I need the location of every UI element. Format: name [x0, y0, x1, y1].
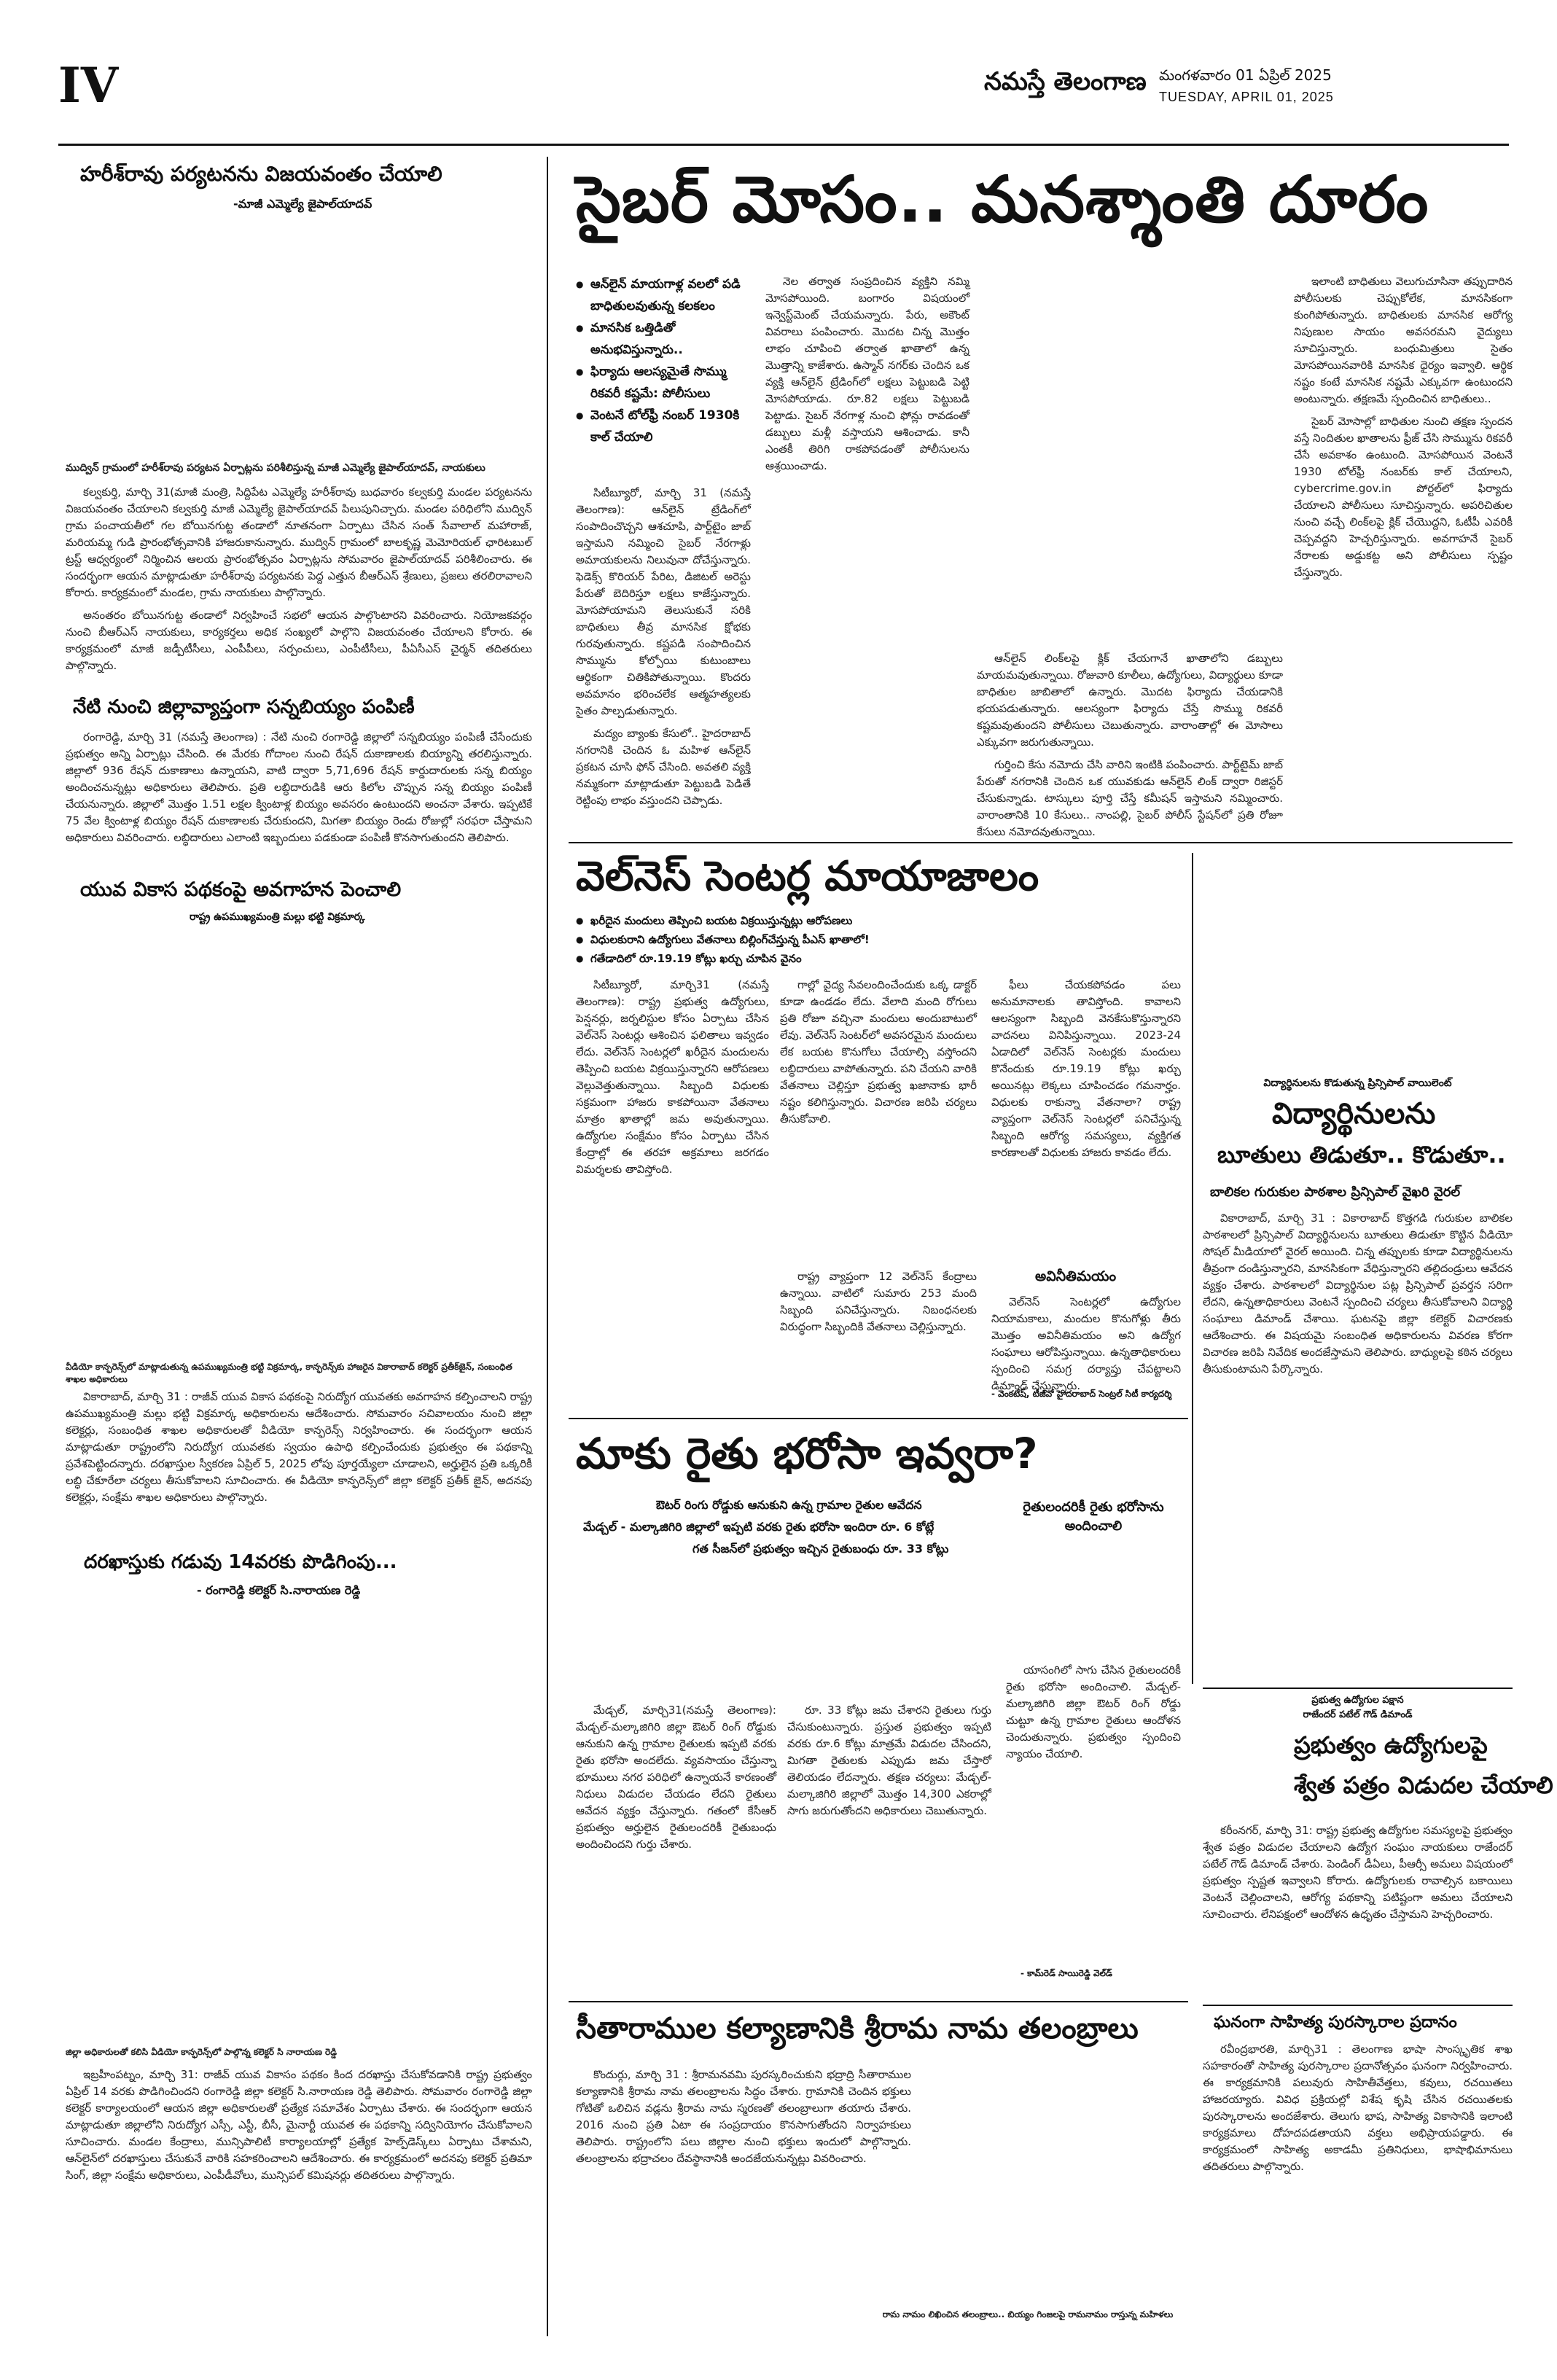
headline-sahitya: ఘనంగా సాహిత్య పురస్కారాల ప్రదానం: [1214, 2013, 1457, 2032]
section-divider: [1203, 1688, 1513, 1689]
bullet-item: ● ఆన్‌లైన్ మాయగాళ్ల వలలో పడి బాధితులవుతున్న కలకలం: [576, 273, 747, 317]
headline-farmers: మాకు రైతు భరోసా ఇవ్వరా?: [576, 1429, 1038, 1478]
paragraph: వికారాబాద్, మార్చి 31 : రాజీవ్ యువ వికాస పథకంపై నిరుద్యోగ యువతకు అవగాహన కల్పించాలని రాష్ట్ర ఉపముఖ్యమంత్రి మల్లు భట్టి విక్రమార్క అధికారులను ఆదేశించారు. సోమవారం సచివాలయం నుంచి జిల్లా కలెక్టర్లు, సంబంధిత శాఖల అధికారులతో వీడియో కాన్ఫరెన్స్ నిర్వహించారు. ఈ సందర్భంగా ఆయన మాట్లాడుతూ రాష్ట్రంలోని నిరుద్యోగ యువతకు స్వయం ఉపాధి కల్పించేందుకు ప్రభుత్వం ఈ పథకాన్ని ప్రవేశపెట్టిందన్నారు. దరఖాస్తుల స్వీకరణ ఏప్రిల్ 5, 2025 లోపు పూర్తయ్యేలా చూడాలని, అర్హులైన ప్రతి ఒక్కరికీ లబ్ధి చేకూరేలా చర్యలు తీసుకోవాలని సూచించారు. ఈ వీడియో కాన్ఫరెన్స్‌లో జిల్లా కలెక్టర్ ప్రతీక్ జైన్, అదనపు కలెక్టర్లు, సంక్షేమ శాఖల అధికారులు పాల్గొన్నారు.: [66, 1390, 532, 1504]
headline-sita: సీతారాముల కల్యాణానికి శ్రీరామ నామ తలంబ్రాలు: [576, 2012, 1139, 2045]
page-number: IV: [58, 57, 119, 114]
paragraph: సిటీబ్యూరో, మార్చి31 (నమస్తే తెలంగాణ): రాష్ట్ర ప్రభుత్వ ఉద్యోగులు, పెన్షనర్లు, జర్నలిస్టుల కోసం ఏర్పాటు చేసిన వెల్‌నెస్ సెంటర్లు ఆశించిన ఫలితాలు ఇవ్వడం లేదు. వెల్‌నెస్ సెంటర్లలో ఖరీదైన మందులను తెప్పించి బయట విక్రయిస్తున్నారని ఆరోపణలు వెల్లువెత్తుతున్నాయి. సిబ్బంది విధులకు సక్రమంగా హాజరు కాకపోయినా వేతనాలు మాత్రం ఖాతాల్లో జమ అవుతున్నాయి. ఉద్యోగుల సంక్షేమం కోసం ఏర్పాటు చేసిన కేంద్రాల్లో ఈ తరహా అక్రమాలు జరగడం విమర్శలకు తావిస్తోంది.: [576, 978, 769, 1176]
body-rice: [66, 729, 532, 875]
headline-students-1: విద్యార్థినులను: [1272, 1097, 1436, 1131]
paragraph: సిటీబ్యూరో, మార్చి 31 (నమస్తే తెలంగాణ): ఆన్‌లైన్ ట్రేడింగ్‌లో సంపాదించొచ్చని ఆశచూపి, పార్ట్‌టైం జాబ్ ఇస్తామని నమ్మించి సైబర్ నేరగాళ్లు అమాయకులను నిలువునా దోచేస్తున్నారు. ఫెడెక్స్ కొరియర్ పేరిట, డిజిటల్ అరెస్టు పేరుతో బెదిరిస్తూ లక్షలు కాజేస్తున్నారు. మోసపోయామని తెలుసుకునే సరికి బాధితులు తీవ్ర మానసిక క్షోభకు గురవుతున్నారు. కష్టపడి సంపాదించిన సొమ్మును కోల్పోయి కుటుంబాలు ఆర్థికంగా చితికిపోతున్నాయి. కొందరు అవమానం భరించలేక ఆత్మహత్యలకు సైతం పాల్పడుతున్నారు.: [576, 486, 751, 717]
section-divider: [569, 2001, 1188, 2002]
deck-farmers-3: గత సీజన్‌లో ప్రభుత్వం ఇచ్చిన రైతుబంధు రూ. 33 కోట్లు: [692, 1542, 949, 1556]
body-sita: [576, 2067, 911, 2329]
paragraph: ఫీలు చేయకపోవడం పలు అనుమానాలకు తావిస్తోంది. కావాలని ఆలస్యంగా సిబ్బంది వెనకేసుకొస్తున్నారని వాదనలు వినిపిస్తున్నాయి. 2023-24 ఏడాదిలో వెల్‌నెస్ సెంటర్లకు మందులు కొనేందుకు రూ.19.19 కోట్లు ఖర్చు అయినట్లు లెక్కలు చూపించడం గమనార్హం. విధులకు రాకున్నా వేతనాలా? రాష్ట్ర వ్యాప్తంగా వెల్‌నెస్ సెంటర్లలో పనిచేస్తున్న సిబ్బంది ఆరోగ్య సమస్యలు, వ్యక్తిగత కారణాలతో విధులకు హాజరు కావడం లేదు.: [991, 978, 1181, 1159]
caption-sita: రామ నామం లిఖించిన తలంబ్రాలు.. బియ్యం గింజలపై రామనామం రాస్తున్న మహిళలు: [882, 2309, 1174, 2319]
byline-yuva: రాష్ట్ర ఉపముఖ్యమంత్రి మల్లు భట్టి విక్రమార్క: [190, 911, 365, 923]
bullets-wellness: [576, 911, 1181, 968]
body-cyber-col3: [977, 650, 1283, 836]
body-wellness-col2: [780, 977, 977, 1261]
photo-farmers: [576, 1564, 991, 1695]
paragraph: కల్వకుర్తి, మార్చి 31(మాజీ మంత్రి, సిద్దిపేట ఎమ్మెల్యే హరీశ్‌రావు బుధవారం కల్వకుర్తి మండల పర్యటనను విజయవంతం చేయాలని కల్వకుర్తి మాజీ ఎమ్మెల్యే జైపాల్‌యాదవ్ పిలుపునిచ్చారు. మండల పరిధిలోని ముద్విన్ గ్రామ పంచాయతీలో గల బోయినగుట్ట తండాలో నూతనంగా ఏర్పాటు చేసిన సంత్ సేవాలాల్ మహారాజ్, మరియమ్మ గుడి ప్రారంభోత్సవానికి హాజరుకానున్నారు. ముద్విన్ గ్రామంలో బాలకృష్ణ మెమోరియల్ ఛారిటబుల్ ట్రస్ట్ ఆధ్వర్యంలో నిర్మించిన ఆలయ ప్రారంభోత్సవం ఏర్పాట్లను సోమవారం జైపాల్‌యాదవ్ పరిశీలించారు. ఈ సందర్భంగా ఆయన మాట్లాడుతూ హరీశ్‌రావు పర్యటనకు పెద్ద ఎత్తున బీఆర్‌ఎస్ శ్రేణులు, ప్రజలు తరలిరావాలని కోరారు. కార్యక్రమంలో మండల, గ్రామ నాయకులు పాల్గొన్నారు.: [66, 485, 532, 599]
headline-students-2: బూతులు తిడుతూ.. కొడుతూ..: [1217, 1141, 1506, 1168]
paragraph: రూ. 33 కోట్లు జమ చేశారని రైతులు గుర్తు చేసుకుంటున్నారు. ప్రస్తుత ప్రభుత్వం ఇప్పటి వరకు రూ.6 కోట్లు మాత్రమే విడుదల చేసిందని, మిగతా రైతులకు ఎప్పుడు జమ చేస్తారో తెలియడం లేదన్నారు. తక్షణ చర్యలు: మేడ్చల్-మల్కాజిగిరి జిల్లాలో మొత్తం 14,300 ఎకరాల్లో సాగు జరుగుతోందని అధికారులు చెబుతున్నారు.: [787, 1704, 991, 1817]
paragraph: యాసంగిలో సాగు చేసిన రైతులందరికీ రైతు భరోసా అందించాలి. మేడ్చల్-మల్కాజిగిరి జిల్లా ఔటర్ రింగ్ రోడ్డు చుట్టూ ఉన్న గ్రామాల రైతులు ఆందోళన చెందుతున్నారు. ప్రభుత్వం స్పందించి న్యాయం చేయాలి.: [1006, 1663, 1181, 1760]
body-wellness-col1: [576, 977, 769, 1411]
section-divider: [569, 1418, 1188, 1419]
byline-farmers: - కామ్‌రెడ్ సాయిరెడ్డి వెల్‌డ్: [1021, 1968, 1112, 1978]
paragraph: నెల తర్వాత సంప్రదించిన వ్యక్తిని నమ్మి మోసపోయింది. బంగారం విషయంలో ఇన్వెస్ట్‌మెంట్ చేయమన్నారు. పేరు, అకౌంట్ వివరాలు పంపించారు. మొదట చిన్న మొత్తం లాభం చూపించి తర్వాత ఖాతాలో ఉన్న మొత్తాన్ని కాజేశారు. ఉస్మాన్ నగర్‌కు చెందిన ఒక వ్యక్తి ఆన్‌లైన్ ట్రేడింగ్‌లో లక్షలు పెట్టుబడి పెట్టి మోసపోయాడు. రూ.82 లక్షలు పెట్టుబడి పెట్టాడు. సైబర్ నేరగాళ్ల నుంచి ఫోన్లు రావడంతో డబ్బులు మళ్లీ వస్తాయని ఆశించాడు. కానీ ఎంతకీ తిరిగి రాకపోవడంతో పోలీసులను ఆశ్రయించాడు.: [765, 275, 969, 472]
page-header: [58, 51, 1509, 146]
body-employees: [1203, 1822, 1513, 1997]
column-divider: [1192, 853, 1193, 1684]
bullet-item: ● ఖరీదైన మందులు తెప్పించి బయట విక్రయిస్తున్నట్లు ఆరోపణలు: [576, 911, 1181, 930]
body-wellness-col3: [991, 977, 1181, 1261]
photo-leader-portrait: [1206, 1728, 1287, 1815]
byline-harish: -మాజీ ఎమ్మెల్యే జైపాల్‌యాదవ్: [233, 197, 372, 211]
body-cyber-col2: [765, 273, 969, 835]
subhead-corruption: అవినీతిమయం: [1035, 1268, 1117, 1284]
kicker-employees-2: రాజేందర్ పటేల్ గౌడ్ డిమాండ్: [1303, 1709, 1413, 1720]
bullet-item: ● గతేడాదిలో రూ.19.19 కోట్లు ఖర్చు చూపిన వైనం: [576, 949, 1181, 968]
paragraph: సైబర్ మోసాల్లో బాధితుల నుంచి తక్షణ స్పందన వస్తే నిందితుల ఖాతాలను ఫ్రీజ్ చేసి సొమ్మును రికవరీ చేసే అవకాశం ఉంటుంది. మోసపోయిన వెంటనే 1930 టోల్‌ఫ్రీ నంబర్‌కు కాల్ చేయాలని, cybercrime.gov.in పోర్టల్‌లో ఫిర్యాదు చేయాలని పోలీసులు సూచిస్తున్నారు. అపరిచితుల నుంచి వచ్చే లింక్‌లపై క్లిక్ చేయొద్దని, ఓటీపీ ఎవరికీ చెప్పవద్దని హెచ్చరిస్తున్నారు. అవగాహనే సైబర్ నేరాలకు అడ్డుకట్ట అని పోలీసులు స్పష్టం చేస్తున్నారు.: [1294, 415, 1513, 579]
paragraph: గుర్తించి కేసు నమోదు చేసి వారిని ఇంటికి పంపించారు. పార్ట్‌టైమ్ జాబ్ పేరుతో నగరానికి చెందిన ఒక యువకుడు ఆన్‌లైన్ లింక్ ద్వారా రిజిస్టర్ చేసుకున్నాడు. టాస్కులు పూర్తి చేస్తే కమీషన్ ఇస్తామని నమ్మించారు. వారాంతానికి 10 కేసులు.. నాంపల్లి, సైబర్ పోలీస్ స్టేషన్‌లో ప్రతి రోజూ కేసులు నమోదవుతున్నాయి.: [977, 758, 1283, 838]
headline-yuva: యువ వికాస పథకంపై అవగాహన పెంచాలి: [80, 878, 402, 901]
headline-employees-2: శ్వేత పత్రం విడుదల చేయాలి: [1294, 1771, 1553, 1799]
photo-video-conference: [66, 937, 532, 1356]
caption-harish: ముద్విన్ గ్రామంలో హరీశ్‌రావు పర్యటన ఏర్పాట్లను పరిశీలిస్తున్న మాజీ ఎమ్మెల్యే జైపాల్‌యాదవ్, నాయకులు: [66, 462, 485, 474]
headline-rice: నేటి నుంచి జిల్లావ్యాప్తంగా సన్నబియ్యం పంపిణీ: [73, 696, 415, 718]
headline-employees-1: ప్రభుత్వం ఉద్యోగులపై: [1294, 1731, 1488, 1759]
headline-harish: హరీశ్‌రావు పర్యటనను విజయవంతం చేయాలి: [80, 162, 442, 186]
body-cyber-col1: [576, 485, 751, 835]
body-farmers-col1: [576, 1702, 776, 1994]
bullet-item: ● విధులకురాని ఉద్యోగులు వేతనాలు బిల్లింగ్‌చేస్తున్న పీఎస్ ఖాతాలో!: [576, 930, 1181, 949]
column-divider: [547, 157, 548, 2336]
kicker-employees: ప్రభుత్వ ఉద్యోగుల పక్షాన: [1311, 1695, 1404, 1706]
body-yuva: [66, 1389, 532, 1545]
paragraph: కరీంనగర్, మార్చి 31: రాష్ట్ర ప్రభుత్వ ఉద్యోగుల సమస్యలపై ప్రభుత్వం శ్వేత పత్రం విడుదల చేయాలని ఉద్యోగ సంఘం నాయకులు రాజేందర్ పటేల్ గౌడ్ డిమాండ్ చేశారు. పెండింగ్ డీఏలు, పీఆర్సీ అమలు విషయంలో ప్రభుత్వం స్పష్టత ఇవ్వాలని కోరారు. ఉద్యోగులకు రావాల్సిన బకాయిలు వెంటనే చెల్లించాలని, ఆరోగ్య పథకాన్ని పటిష్టంగా అమలు చేయాలని సూచించారు. లేనిపక్షంలో ఆందోళన ఉధృతం చేస్తామని హెచ్చరించారు.: [1203, 1824, 1513, 1921]
caption-yuva: వీడియో కాన్ఫరెన్స్‌లో మాట్లాడుతున్న ఉపముఖ్యమంత్రి భట్టి విక్రమార్క, కాన్ఫరెన్స్‌కు హాజరైన వికారాబాద్ కలెక్టర్ ప్రతీక్‌జైన్, సంబంధిత శాఖల అధికారులు: [66, 1362, 512, 1384]
body-deadline: [66, 2067, 532, 2318]
kicker-students: విద్యార్థినులను కొడుతున్న ప్రిన్సిపాల్ వాయిలెంట్: [1263, 1077, 1452, 1089]
body-students: [1203, 1210, 1513, 1684]
photo-cyber-illustration: [977, 273, 1283, 641]
photo-talambralu: [922, 2067, 1181, 2307]
bullets-cyber: [576, 273, 747, 448]
body-wellness-col3b: [780, 1268, 977, 1411]
paragraph: ఇలాంటి బాధితులు వెలుగుచూసినా తప్పుదారిన పోలీసులకు చెప్పుకోలేక, మానసికంగా కుంగిపోతున్నారు. బాధితులకు మానసిక ఆరోగ్య నిపుణుల సాయం అవసరమని వైద్యులు సూచిస్తున్నారు. బంధుమిత్రులు సైతం మోసపోయినవారికి మానసిక ధైర్యం ఇవ్వాలి. ఆర్థిక నష్టం కంటే మానసిక నష్టమే ఎక్కువగా ఉంటుందని అంటున్నారు. తక్షణమే స్పందించిన బాధితులు..: [1294, 275, 1513, 405]
section-divider: [569, 842, 1513, 843]
photo-harish-visit: [66, 222, 532, 456]
subhead-students: బాలికల గురుకుల పాఠశాల ప్రిన్సిపాల్ వైఖరి వైరల్: [1210, 1185, 1461, 1200]
paragraph: వెల్‌నెస్ సెంటర్లలో ఉద్యోగుల నియామకాలు, మందుల కొనుగోళ్లు తీరు మొత్తం అవినీతిమయం అని ఉద్యోగ సంఘాలు ఆరోపిస్తున్నాయి. ఉన్నతాధికారులు స్పందించి సమగ్ర దర్యాప్తు చేపట్టాలని డిమాండ్ చేస్తున్నారు.: [991, 1295, 1181, 1392]
body-harish: [66, 484, 532, 688]
byline-wellness: - వెంకటేష్, టీజీవో హైదరాబాద్ సెంట్రల్ సిటీ కార్యదర్శి: [991, 1389, 1172, 1399]
section-divider: [1203, 2005, 1513, 2006]
paragraph: గాల్లో వైద్య సేవలందించేందుకు ఒక్క డాక్టర్ కూడా ఉండడం లేదు. వేలాది మంది రోగులు ప్రతి రోజూ వచ్చినా మందులు అందుబాటులో లేవు. వెల్‌నెస్ సెంటర్‌లో అవసరమైన మందులు లేక బయట కొనుగోలు చేయాల్సి వస్తోందని లబ్ధిదారులు వాపోతున్నారు. పని చేయని వారికి వేతనాలు చెల్లిస్తూ ప్రభుత్వ ఖజానాకు భారీ నష్టం కలిగిస్తున్నారు. విచారణ జరిపి చర్యలు తీసుకోవాలి.: [780, 978, 977, 1125]
byline-deadline: - రంగారెడ్డి కలెక్టర్ సి.నారాయణ రెడ్డి: [197, 1583, 361, 1597]
dateline: [1159, 64, 1334, 108]
headline-wellness: వెల్‌నెస్ సెంటర్ల మాయాజాలం: [576, 853, 1039, 900]
paragraph: ఆన్‌లైన్ లింక్‌లపై క్లిక్ చేయగానే ఖాతాలోని డబ్బులు మాయమవుతున్నాయి. రోజువారి కూలీలు, ఉద్యోగులు, విద్యార్థులు కూడా బాధితుల జాబితాలో ఉన్నారు. మొదట ఫిర్యాదు చేయడానికి భయపడుతున్నారు. ఆలస్యంగా ఫిర్యాదు చేస్తే సొమ్ము రికవరీ కష్టమవుతుందని పోలీసులు చెబుతున్నారు. వారాంతాల్లో ఈ మోసాలు ఎక్కువగా జరుగుతున్నాయి.: [977, 652, 1283, 749]
paragraph: మద్యం బ్యాంకు కేసులో.. హైదరాబాద్ నగరానికి చెందిన ఓ మహిళ ఆన్‌లైన్ ప్రకటన చూసి ఫోన్ చేసింది. అవతలి వ్యక్తి నమ్మకంగా మాట్లాడుతూ పెట్టుబడి పెడితే రెట్టింపు లాభం వస్తుందని చెప్పాడు.: [576, 727, 751, 807]
paragraph: వికారాబాద్, మార్చి 31 : వికారాబాద్ కొత్తగడి గురుకుల బాలికల పాఠశాలలో ప్రిన్సిపాల్ విద్యార్థినులను బూతులు తిడుతూ కొట్టిన వీడియో సోషల్ మీడియాలో వైరల్ అయింది. చిన్న తప్పులకు కూడా విద్యార్థినులను తీవ్రంగా దండిస్తున్నారని, మానసికంగా వేధిస్తున్నారని తల్లిదండ్రులు ఆవేదన వ్యక్తం చేశారు. పాఠశాలలో విద్యార్థినుల పట్ల ప్రిన్సిపాల్ ప్రవర్తన సరిగా లేదని, ఉన్నతాధికారులు వెంటనే స్పందించి చర్యలు తీసుకోవాలని విద్యార్థి సంఘాలు డిమాండ్ చేశాయి. ఘటనపై జిల్లా కలెక్టర్ విచారణకు ఆదేశించారు. ఈ విషయమై సంబంధిత అధికారులను వివరణ కోరగా విచారణ జరిపి నివేదిక అందజేస్తామని తెలిపారు. బాధ్యులపై కఠిన చర్యలు తీసుకుంటామని పేర్కొన్నారు.: [1203, 1212, 1513, 1376]
bullet-item: ● మానసిక ఒత్తిడితో అనుభవిస్తున్నారు..: [576, 317, 747, 361]
paragraph: రాష్ట్ర వ్యాప్తంగా 12 వెల్‌నెస్ కేంద్రాలు ఉన్నాయి. వాటిలో సుమారు 253 మంది సిబ్బంది పనిచేస్తున్నారు. నిబంధనలకు విరుద్ధంగా సిబ్బందికి వేతనాలు చెల్లిస్తున్నారు.: [780, 1270, 977, 1333]
paragraph: మేడ్చల్, మార్చి31(నమస్తే తెలంగాణ): మేడ్చల్-మల్కాజిగిరి జిల్లా ఔటర్ రింగ్ రోడ్డుకు ఆనుకుని ఉన్న గ్రామాల రైతులకు ఇప్పటి వరకు రైతు భరోసా అందలేదు. వ్యవసాయం చేస్తున్నా భూములు నగర పరిధిలో ఉన్నాయనే కారణంతో నిధులు విడుదల చేయడం లేదని రైతులు ఆవేదన వ్యక్తం చేస్తున్నారు. గతంలో కేసీఆర్ ప్రభుత్వం అర్హులైన రైతులందరికీ రైతుబంధు అందించిందని గుర్తు చేశారు.: [576, 1704, 776, 1851]
body-cyber-col4: [1294, 273, 1513, 835]
date-telugu: మంగళవారం 01 ఏప్రిల్ 2025: [1159, 66, 1332, 84]
body-wellness-col4: [991, 1294, 1181, 1392]
date-english: TUESDAY, APRIL 01, 2025: [1159, 90, 1334, 104]
paragraph: అనంతరం బోయినగుట్ట తండాలో నిర్వహించే సభలో ఆయన పాల్గొంటారని వివరించారు. నియోజకవర్గం నుంచి బీఆర్‌ఎస్ నాయకులు, కార్యకర్తలు అధిక సంఖ్యలో పాల్గొని విజయవంతం చేయాలని కోరారు. ఈ కార్యక్రమంలో మాజీ జడ్పీటీసీలు, ఎంపీపీలు, సర్పంచులు, ఎంపీటీసీలు, పీఏసీఎస్ చైర్మన్ తదితరులు పాల్గొన్నారు.: [66, 609, 532, 672]
photo-farmer-portrait: [1006, 1545, 1075, 1655]
photo-collector-meeting: [66, 1607, 532, 2041]
bullet-item: ● ఫిర్యాదు ఆలస్యమైతే సొమ్ము రికవరీ కష్టమే: పోలీసులు: [576, 361, 747, 405]
body-farmers-col3: [1006, 1662, 1181, 1954]
body-sahitya: [1203, 2041, 1513, 2325]
paragraph: కొందుర్గు, మార్చి 31 : శ్రీరామనవమి పురస్కరించుకుని భద్రాద్రి సీతారాముల కల్యాణానికి శ్రీరామ నామ తలంబ్రాలను సిద్ధం చేశారు. గ్రామానికి చెందిన భక్తులు గోటితో ఒలిచిన వడ్లను శ్రీరామ నామ స్మరణతో తలంబ్రాలుగా తయారు చేశారు. 2016 నుంచి ప్రతి ఏటా ఈ సంప్రదాయం కొనసాగుతోందని నిర్వాహకులు తెలిపారు. రాష్ట్రంలోని పలు జిల్లాల నుంచి భక్తులు ఇందులో పాల్గొన్నారు. తలంబ్రాలను భద్రాచలం దేవస్థానానికి అందజేయనున్నట్లు వివరించారు.: [576, 2068, 911, 2165]
body-farmers-col2: [787, 1702, 991, 1994]
subhead-farmers-side: రైతులందరికీ రైతు భరోసాను అందించాలి: [1023, 1499, 1164, 1534]
masthead: నమస్తే తెలంగాణ: [984, 67, 1147, 96]
deck-farmers-1: ఔటర్ రింగు రోడ్డుకు ఆనుకుని ఉన్న గ్రామాల రైతుల ఆవేదన: [656, 1498, 922, 1512]
headline-deadline: దరఖాస్తుకు గడువు 14వరకు పొడిగింపు...: [84, 1551, 397, 1573]
caption-deadline: జిల్లా అధికారులతో కలిసి వీడియో కాన్ఫరెన్స్‌లో పాల్గొన్న కలెక్టర్ సి నారాయణ రెడ్డి: [66, 2047, 337, 2057]
paragraph: ఇబ్రహీంపట్నం, మార్చి 31: రాజీవ్ యువ వికాసం పథకం కింద దరఖాస్తు చేసుకోవడానికి రాష్ట్ర ప్రభుత్వం ఏప్రిల్ 14 వరకు పొడిగించిందని రంగారెడ్డి జిల్లా కలెక్టర్ సి.నారాయణ రెడ్డి తెలిపారు. సోమవారం రంగారెడ్డి జిల్లా కలెక్టర్ కార్యాలయంలో ఆయన జిల్లా అధికారులతో ప్రత్యేక సమావేశం ఏర్పాటు చేశారు. ఈ సందర్భంగా ఆయన మాట్లాడుతూ జిల్లాలోని నిరుద్యోగ ఎస్సీ, ఎస్టీ, బీసీ, మైనార్టీ యువత ఈ పథకాన్ని సద్వినియోగం చేసుకోవాలని సూచించారు. మండల కేంద్రాలు, మున్సిపాలిటీ కార్యాలయాల్లో ప్రత్యేక హెల్ప్‌డెస్క్‌లు ఏర్పాటు చేశామని, ఆన్‌లైన్‌లో దరఖాస్తులు చేసుకునే వారికి సహకరించాలని ఆదేశించారు. ఈ కార్యక్రమంలో అదనపు కలెక్టర్ ప్రతిమా సింగ్, జిల్లా సంక్షేమ అధికారులు, ఎంపీడీవోలు, మున్సిపల్ కమిషనర్లు తదితరులు పాల్గొన్నారు.: [66, 2068, 532, 2182]
headline-cyber: సైబర్ మోసం.. మనశ్శాంతి దూరం: [576, 162, 1429, 237]
paragraph: రవీంద్రభారతి, మార్చి31 : తెలంగాణ భాషా సాంస్కృతిక శాఖ సహకారంతో సాహిత్య పురస్కారాల ప్రదానోత్సవం ఘనంగా నిర్వహించారు. ఈ కార్యక్రమానికి పలువురు సాహితీవేత్తలు, కవులు, రచయితలు హాజరయ్యారు. వివిధ ప్రక్రియల్లో విశేష కృషి చేసిన రచయితలకు పురస్కారాలను అందజేశారు. తెలుగు భాష, సాహిత్య వికాసానికి ఇలాంటి కార్యక్రమాలు దోహదపడతాయని వక్తలు అభిప్రాయపడ్డారు. ఈ కార్యక్రమంలో సాహిత్య అకాడమీ ప్రతినిధులు, భాషాభిమానులు తదితరులు పాల్గొన్నారు.: [1203, 2042, 1513, 2173]
bullet-item: ● వెంటనే టోల్‌ఫ్రీ నంబర్ 1930కి కాల్ చేయాలి: [576, 405, 747, 448]
paragraph: రంగారెడ్డి, మార్చి 31 (నమస్తే తెలంగాణ) : నేటి నుంచి రంగారెడ్డి జిల్లాలో సన్నబియ్యం పంపిణీ చేసేందుకు ప్రభుత్వం అన్ని ఏర్పాట్లు చేసింది. ఈ మేరకు గోదాంల నుంచి రేషన్ దుకాణాలకు బియ్యాన్ని తరలిస్తున్నారు. జిల్లాలో 936 రేషన్ దుకాణాలు ఉన్నాయని, వాటి ద్వారా 5,71,696 రేషన్ కార్డుదారులకు సన్న బియ్యం అందించనున్నట్లు అధికారులు తెలిపారు. ప్రతి లబ్ధిదారుడికి ఆరు కిలోల చొప్పున సన్న బియ్యం పంపిణీ చేయనున్నారు. జిల్లాలో మొత్తం 1.51 లక్షల క్వింటాళ్ల బియ్యం అవసరం ఉంటుందని అంచనా వేశారు. ఇప్పటికే 75 వేల క్వింటాళ్ల బియ్యం రేషన్ దుకాణాలకు చేరుకుందని, మిగతా బియ్యం రెండు రోజుల్లో సరఫరా చేస్తామని అధికారులు వివరించారు. లబ్ధిదారులు ఎలాంటి ఇబ్బందులు పడకుండా పంపిణీ కొనసాగుతుందని తెలిపారు.: [66, 730, 532, 844]
deck-farmers-2: మేడ్చల్ - మల్కాజిగిరి జిల్లాలో ఇప్పటి వరకు రైతు భరోసా ఇందిరా రూ. 6 కోట్లే: [583, 1520, 934, 1534]
